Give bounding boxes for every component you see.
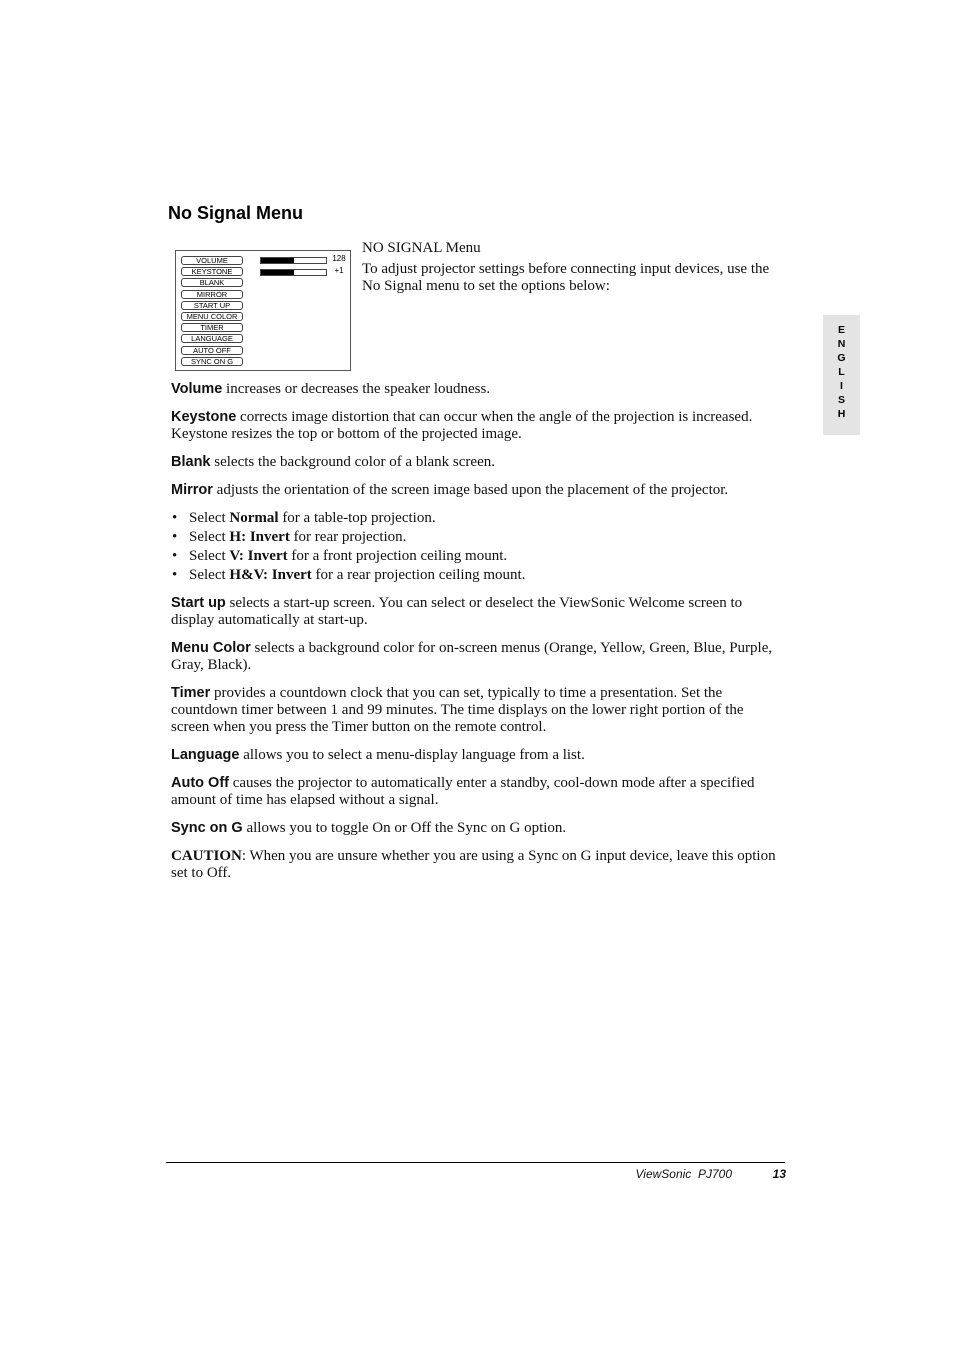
intro-text: To adjust projector settings before connecting input devices, use the No Signal menu to set the options below:	[362, 261, 770, 294]
menu-item-description	[171, 685, 783, 736]
osd-menu-item: AUTO OFF	[181, 346, 243, 355]
menu-item-term: Auto Off	[171, 775, 229, 791]
side-tab-letter: E	[837, 324, 845, 336]
footer-brand: ViewSonic PJ700	[635, 1167, 732, 1181]
description-text: adjusts the orientation of the screen image based upon the placement of the projector.	[212, 482, 729, 498]
side-tab-letter: S	[837, 394, 845, 406]
description-text: : When you are unsure whether you are using a Sync on G input device, leave this option set to Off.	[171, 848, 776, 881]
osd-menu-item: TIMER	[181, 323, 243, 332]
menu-item-term: Keystone	[171, 409, 237, 425]
intro-block	[362, 240, 787, 295]
menu-item-term: Blank	[171, 454, 211, 470]
option-prefix: Select	[189, 567, 230, 583]
language-side-tab	[823, 315, 860, 435]
description-text: increases or decreases the speaker loudness.	[222, 381, 491, 397]
mirror-options-list	[171, 510, 783, 584]
option-name: H: Invert	[229, 529, 290, 545]
menu-descriptions	[171, 381, 783, 893]
menu-item-term: Language	[171, 747, 240, 763]
side-tab-letter: N	[837, 338, 846, 350]
option-description: for rear projection.	[289, 529, 407, 545]
option-name: V: Invert	[229, 548, 288, 564]
no-signal-osd-menu-figure	[175, 250, 351, 371]
page-number: 13	[772, 1167, 786, 1181]
side-tab-letter: L	[838, 366, 845, 378]
osd-menu-item: KEYSTONE	[181, 267, 243, 276]
list-item	[171, 529, 783, 546]
menu-item-description	[171, 640, 783, 674]
menu-item-description	[171, 820, 783, 837]
menu-item-description	[171, 747, 783, 764]
menu-item-description	[171, 409, 783, 443]
osd-level-value: 128	[332, 254, 346, 263]
osd-level-bar	[260, 257, 327, 264]
osd-level-fill	[261, 258, 294, 263]
page-title: No Signal Menu	[168, 203, 303, 223]
option-name: Normal	[229, 510, 279, 526]
osd-menu-item: VOLUME	[181, 256, 243, 265]
description-text: corrects image distortion that can occur when the angle of the projection is increased. Keystone resizes the top or bottom of the projected image.	[171, 409, 753, 442]
description-text: selects a background color for on-screen menus (Orange, Yellow, Green, Blue, Purple, Gray, Black).	[171, 640, 773, 673]
menu-item-term: Sync on G	[171, 820, 243, 836]
osd-menu-item: MIRROR	[181, 290, 243, 299]
osd-menu-item: SYNC ON G	[181, 357, 243, 366]
osd-menu-item: LANGUAGE	[181, 334, 243, 343]
menu-item-description	[171, 595, 783, 629]
caution-label: CAUTION	[171, 848, 242, 864]
menu-item-term: Menu Color	[171, 640, 251, 656]
list-item	[171, 567, 783, 584]
description-text: causes the projector to automatically enter a standby, cool-down mode after a specified amount of time has elapsed without a signal.	[171, 775, 755, 808]
menu-item-term: Timer	[171, 685, 211, 701]
menu-item-description	[171, 775, 783, 809]
description-text: allows you to select a menu-display language from a list.	[239, 747, 585, 763]
osd-level-value: +1	[334, 266, 344, 275]
intro-title: NO SIGNAL Menu	[362, 240, 481, 256]
side-tab-letter: I	[840, 380, 843, 392]
option-description: for a rear projection ceiling mount.	[311, 567, 526, 583]
option-prefix: Select	[189, 510, 230, 526]
description-text: selects the background color of a blank screen.	[210, 454, 495, 470]
menu-item-description	[171, 454, 783, 471]
caution-note	[171, 848, 783, 882]
description-text: allows you to toggle On or Off the Sync on G option.	[242, 820, 567, 836]
option-prefix: Select	[189, 548, 230, 564]
description-text: selects a start-up screen. You can select or deselect the ViewSonic Welcome screen to display automatically at start-up.	[171, 595, 743, 628]
menu-item-term: Mirror	[171, 482, 213, 498]
option-description: for a table-top projection.	[278, 510, 436, 526]
option-name: H&V: Invert	[229, 567, 312, 583]
osd-menu-item: START UP	[181, 301, 243, 310]
menu-item-description	[171, 381, 783, 398]
description-text: provides a countdown clock that you can set, typically to time a presentation. Set the countdown timer between 1 and 99 minutes. The time displays on the lower right portion of the screen when you press the Timer button on the remote control.	[171, 685, 744, 735]
side-tab-letter: G	[837, 352, 846, 364]
menu-item-term: Start up	[171, 595, 226, 611]
osd-menu-item: MENU COLOR	[181, 312, 243, 321]
footer-rule	[166, 1162, 785, 1163]
osd-menu-item: BLANK	[181, 278, 243, 287]
option-description: for a front projection ceiling mount.	[287, 548, 508, 564]
list-item	[171, 548, 783, 565]
osd-level-fill	[261, 270, 294, 275]
list-item	[171, 510, 783, 527]
option-prefix: Select	[189, 529, 230, 545]
menu-item-term: Volume	[171, 381, 223, 397]
osd-level-bar	[260, 269, 327, 276]
side-tab-letter: H	[837, 408, 846, 420]
menu-item-description	[171, 482, 783, 499]
